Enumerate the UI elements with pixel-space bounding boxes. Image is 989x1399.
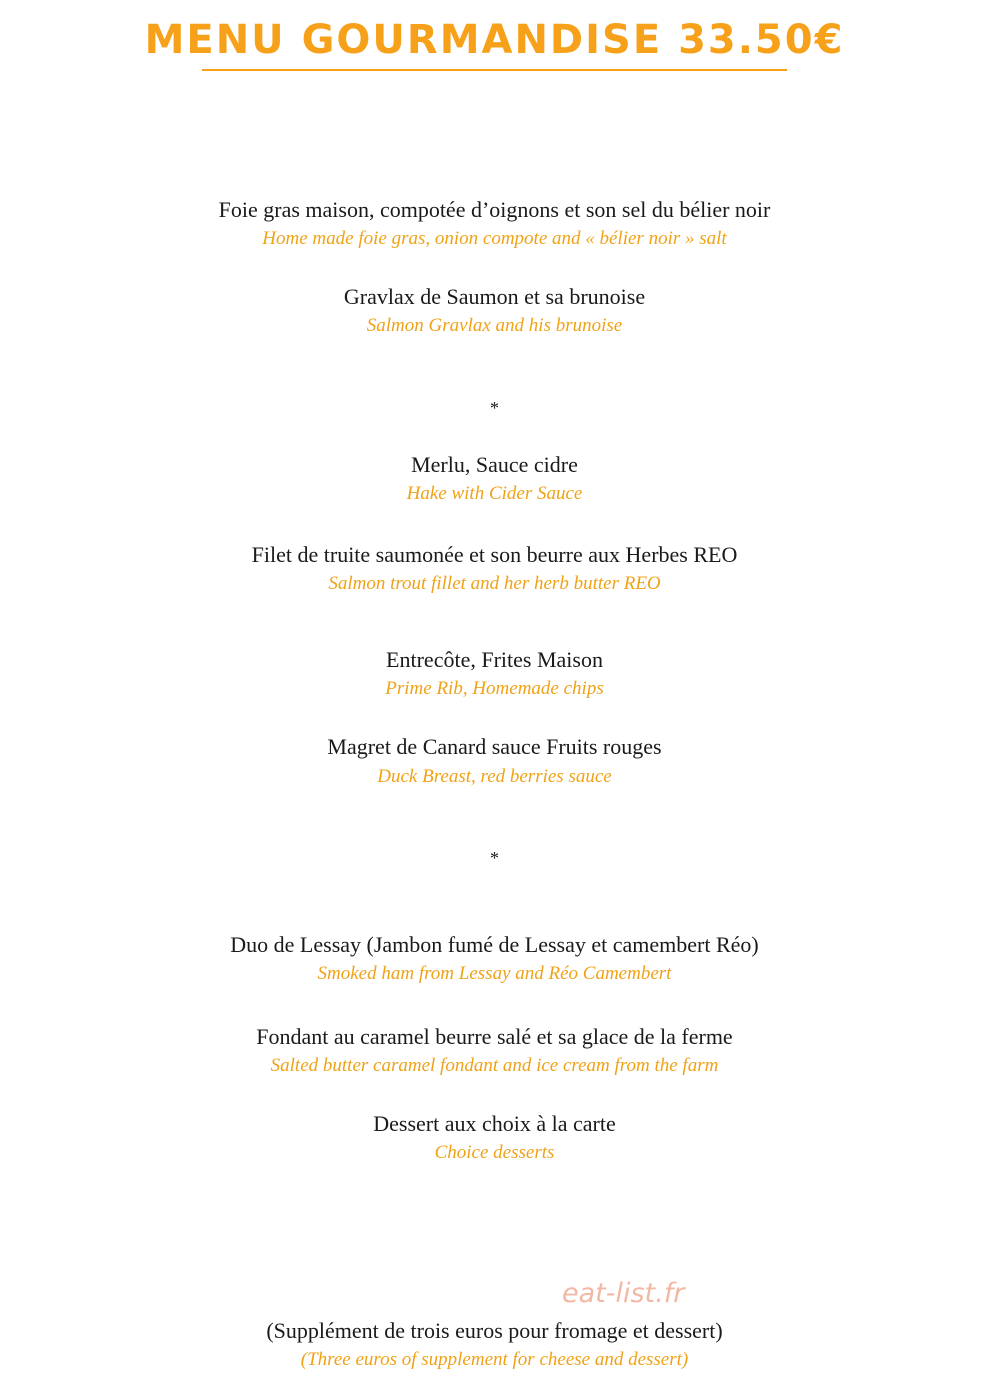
dish-en-duo-lessay: Smoked ham from Lessay and Réo Camembert [317, 963, 672, 984]
dish-en-magret: Duck Breast, red berries sauce [377, 766, 612, 787]
course-separator: * [490, 848, 499, 868]
dish-fr-truite: Filet de truite saumonée et son beurre aux Herbes REO [251, 542, 738, 567]
dish-en-entrecote: Prime Rib, Homemade chips [385, 678, 604, 699]
watermark: eat-list.fr [562, 1278, 685, 1309]
dish-fr-entrecote: Entrecôte, Frites Maison [386, 647, 603, 672]
dish-en-dessert-choix: Choice desserts [434, 1142, 555, 1163]
dish-en-merlu: Hake with Cider Sauce [406, 483, 583, 504]
dish-fr-duo-lessay: Duo de Lessay (Jambon fumé de Lessay et camembert Réo) [230, 932, 759, 957]
dish-en-gravlax: Salmon Gravlax and his brunoise [366, 315, 623, 336]
course-separator: * [490, 398, 499, 418]
dish-fr-fondant: Fondant au caramel beurre salé et sa glace de la ferme [256, 1024, 733, 1049]
dish-fr-foie-gras: Foie gras maison, compotée d’oignons et son sel du bélier noir [218, 197, 771, 222]
dish-fr-magret: Magret de Canard sauce Fruits rouges [327, 734, 662, 759]
dish-en-truite: Salmon trout fillet and her herb butter REO [328, 573, 661, 594]
dish-fr-gravlax: Gravlax de Saumon et sa brunoise [343, 284, 646, 309]
dish-en-fondant: Salted butter caramel fondant and ice cream from the farm [270, 1055, 719, 1076]
menu-title: MENU GOURMANDISE 33.50€ [144, 17, 845, 63]
dish-en-foie-gras: Home made foie gras, onion compote and « bélier noir » salt [262, 228, 727, 249]
dish-fr-dessert-choix: Dessert aux choix à la carte [373, 1111, 616, 1136]
dish-fr-merlu: Merlu, Sauce cidre [411, 452, 578, 477]
supplement-note-en: (Three euros of supplement for cheese and dessert) [300, 1349, 689, 1370]
title-underline [202, 69, 787, 71]
supplement-note-fr: (Supplément de trois euros pour fromage et dessert) [266, 1318, 723, 1343]
